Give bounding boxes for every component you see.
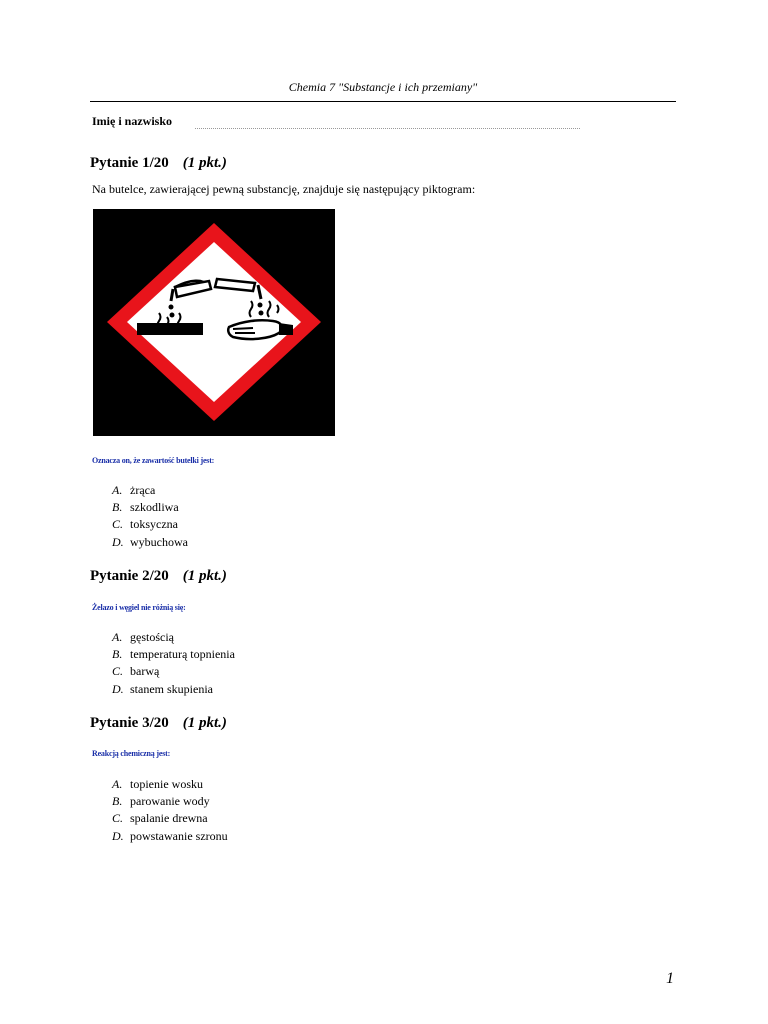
answer-option[interactable] [112,810,228,827]
question-1-prompt: Oznacza on, że zawartość butelki jest: [92,456,215,465]
answer-option[interactable] [112,499,188,516]
answer-text: żrąca [130,483,156,497]
answer-option[interactable] [112,629,235,646]
question-1-heading [90,155,227,172]
question-3-prompt: Reakcją chemiczną jest: [92,749,171,758]
answer-text: toksyczna [130,517,178,532]
header-rule [90,101,676,102]
question-3-answers [112,776,228,845]
answer-option[interactable] [112,776,228,793]
answer-letter: D. [112,534,124,549]
question-3-number: Pytanie 3/20 [90,715,169,731]
answer-option[interactable] [112,646,235,663]
question-1-answers [112,482,188,551]
answer-letter: B. [112,500,123,515]
answer-letter: D. [112,828,124,843]
header-title: Chemia 7 "Substancje i ich przemiany" [288,80,478,94]
answer-option[interactable] [112,828,228,845]
answer-option[interactable] [112,663,235,680]
page-number: 1 [666,970,674,987]
name-label: Imię i nazwisko [92,114,173,128]
answer-option[interactable] [112,681,235,698]
answer-letter: C. [112,517,124,532]
corrosive-pictogram-graphic [93,209,335,436]
question-2-number: Pytanie 2/20 [90,568,169,584]
answer-text: powstawanie szronu [130,828,228,843]
answer-text: spalanie drewna [130,811,208,826]
answer-letter: B. [112,647,123,662]
answer-text: topienie wosku [130,777,203,791]
question-1-number: Pytanie 1/20 [90,155,169,171]
question-2-answers [112,629,235,698]
answer-text: temperaturą topnienia [130,647,235,662]
ghs-corrosive-icon [93,209,335,436]
answer-text: szkodliwa [130,500,179,515]
answer-option[interactable] [112,793,228,810]
answer-option[interactable] [112,534,188,551]
answer-letter: D. [112,681,124,696]
answer-letter: A. [112,777,123,791]
question-3-points: (1 pkt.) [182,715,227,731]
question-2-points: (1 pkt.) [182,568,227,584]
answer-letter: C. [112,664,124,679]
answer-text: barwą [130,664,160,679]
question-1-points: (1 pkt.) [182,155,227,171]
question-1-intro: Na butelce, zawierającej pewną substancję, znajduje się następujący piktogram: [92,182,476,196]
answer-letter: B. [112,794,123,809]
answer-option[interactable] [112,516,188,533]
answer-letter: A. [112,483,123,497]
question-2-heading [90,568,227,585]
answer-text: stanem skupienia [130,681,213,696]
answer-letter: C. [112,811,124,826]
answer-text: gęstością [130,630,174,644]
answer-letter: A. [112,630,123,644]
question-3-heading [90,715,227,732]
name-field-line[interactable] [195,128,580,129]
answer-text: wybuchowa [130,534,188,549]
answer-text: parowanie wody [130,794,210,809]
question-2-prompt: Żelazo i węgiel nie różnią się: [92,603,186,612]
answer-option[interactable] [112,482,188,499]
